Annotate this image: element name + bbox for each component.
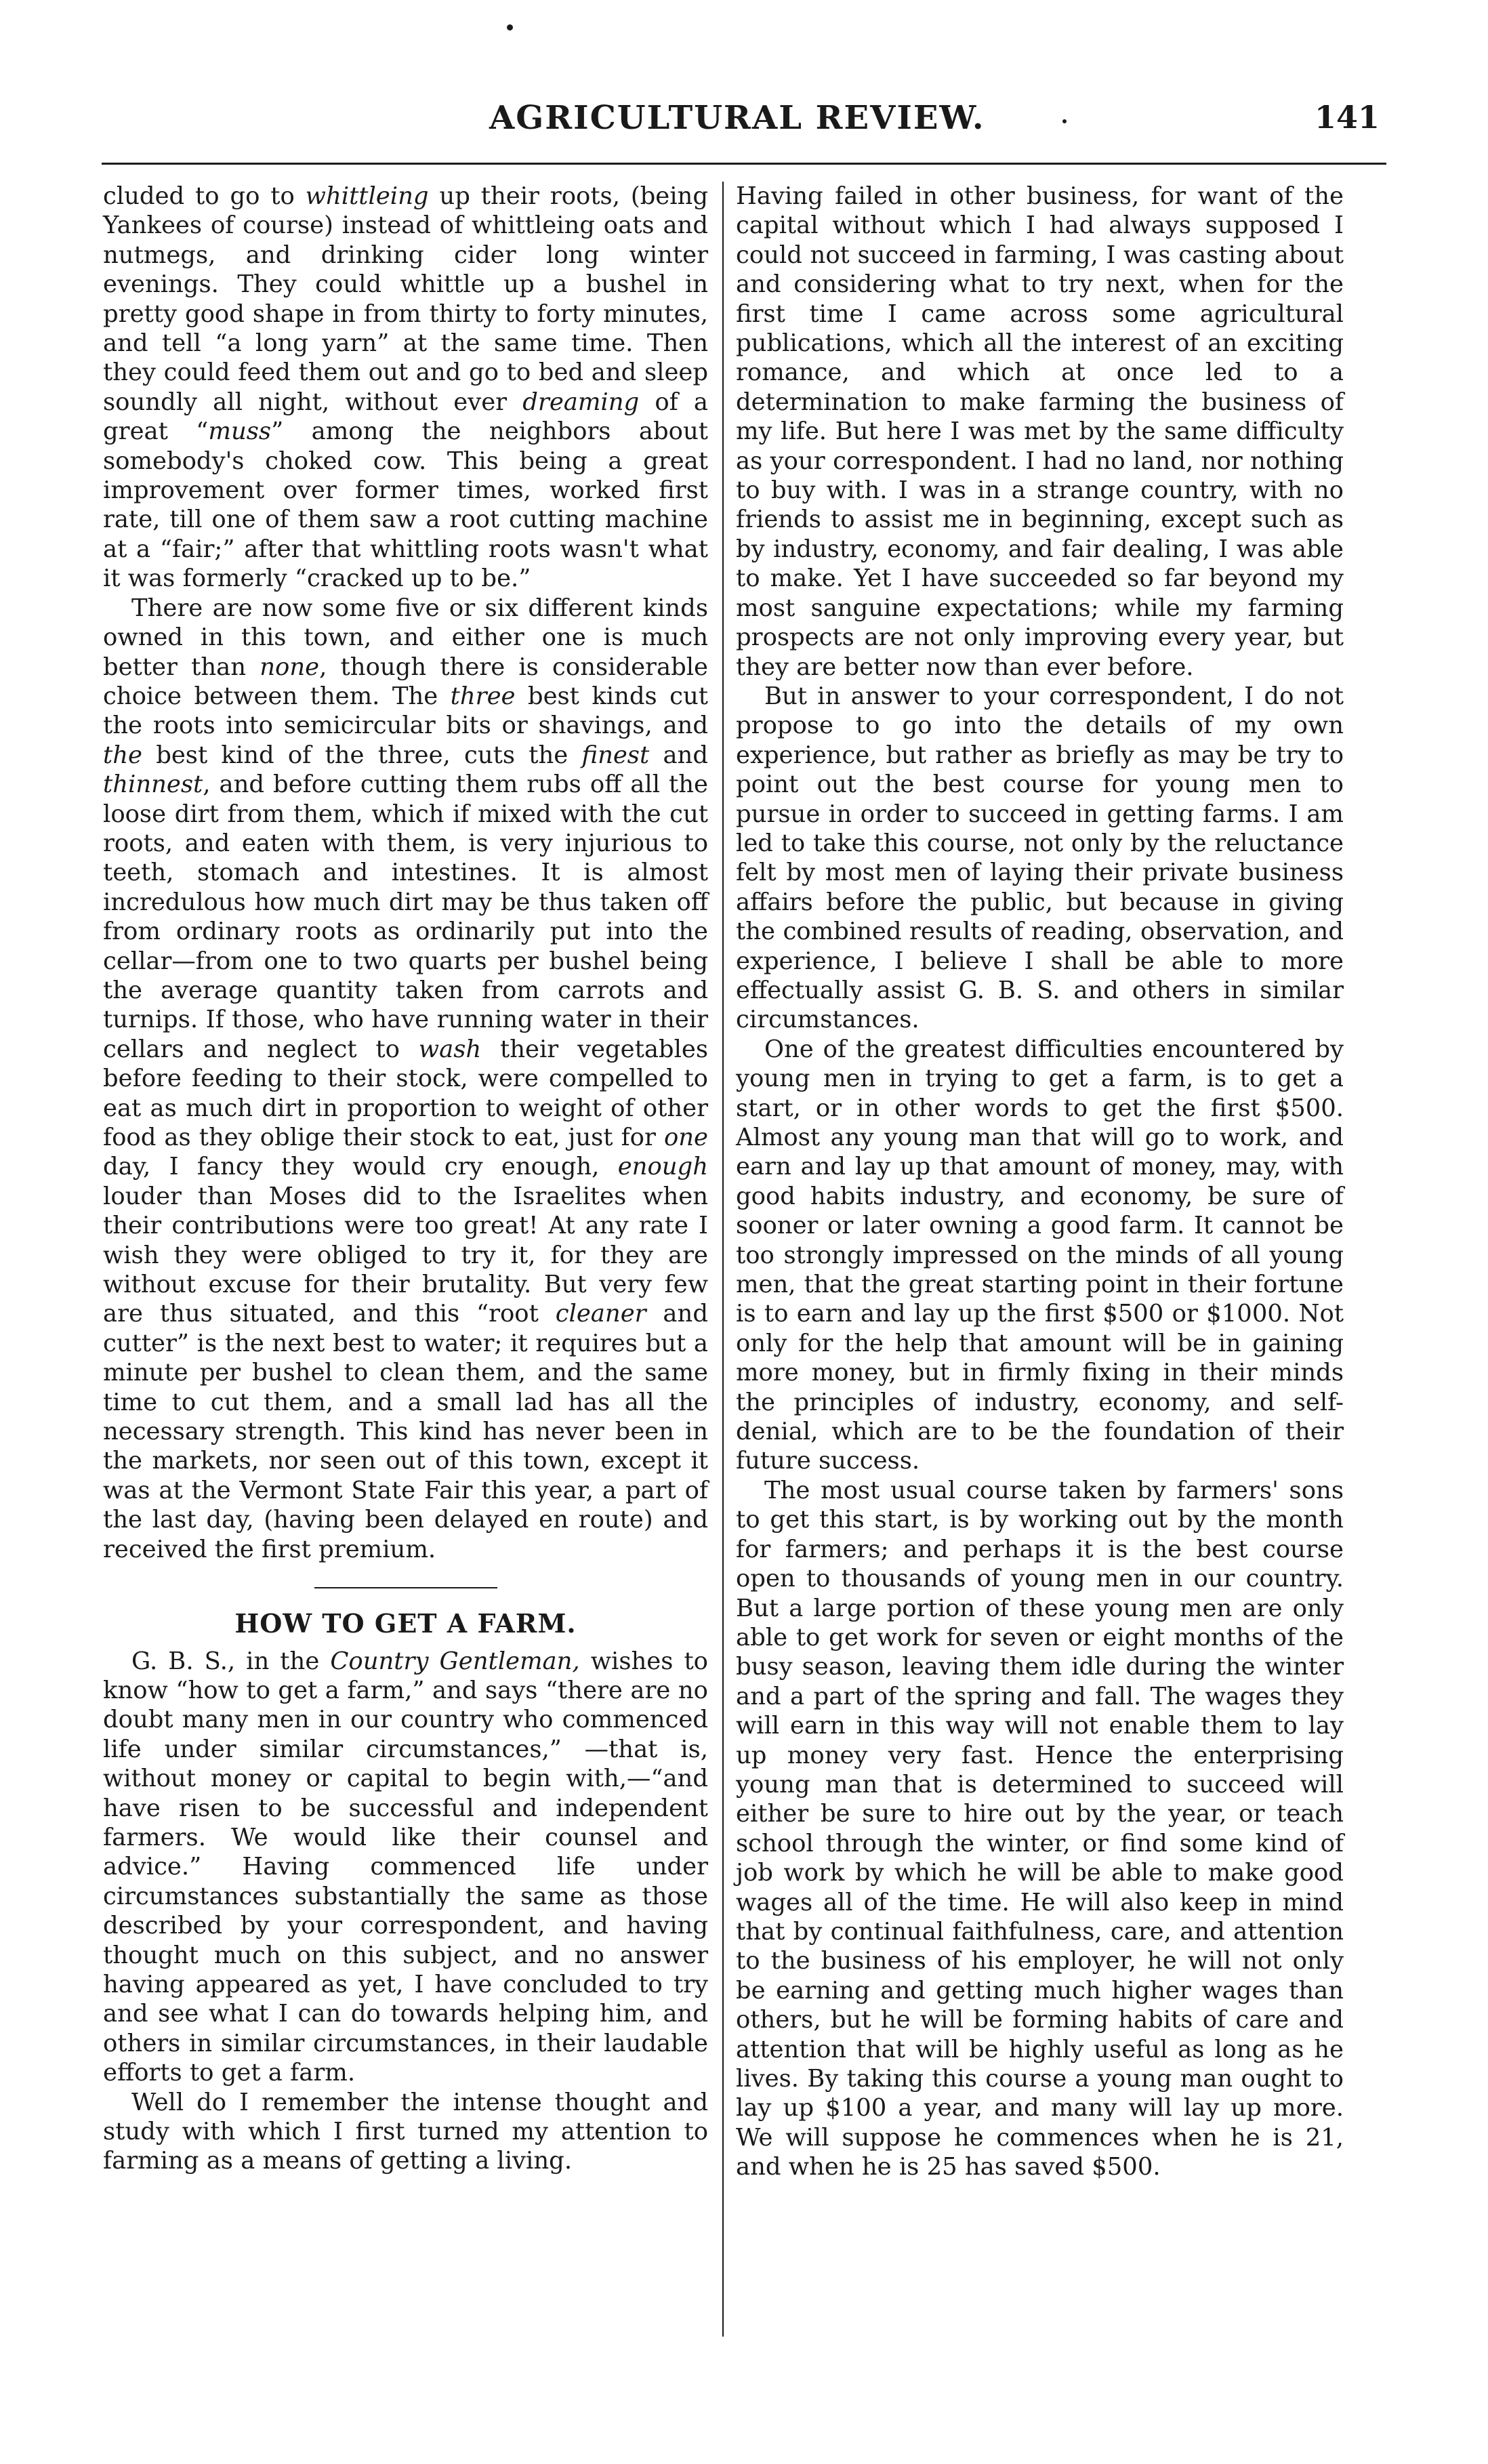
right-paragraph-4: The most usual course taken by farmers' sons to get this start, is by working out by the month for farmers; and perhaps it is the best course open to thousands of young men in our country. But a large portion of these young men are only able to get work for seven or eight months of the busy season, leaving them idle during the winter and a part of the spring and fall. The wages they will earn in this way will not enable them to lay up money very fast. Hence the enterprising young man that is determined to succeed will either be sure to hire out by the year, or teach school through the winter, or find some kind of job work by which he will be able to make good wages all of the time. He will also keep in mind that by continual faithfulness, care, and attention to the business of his employer, he will not only be earning and getting much higher wages than others, but he will be forming habits of care and attention that will be highly useful as long as he lives. By taking this course a young man ought to lay up $100 a year, and many will lay up more. We will suppose he commences when he is 21, and when he is 25 has saved $500. [736,1476,1344,2181]
page-header [102,99,1380,153]
section-divider [314,1587,497,1588]
section-heading: HOW TO GET A FARM. [234,1608,577,1639]
left-paragraph-2: There are now some five or six different kinds owned in this town, and either one is much better than none, though there is considerable choice between them. The three best kinds cut the roots into semicircular bits or shavings, and the best kind of the three, cuts the finest and thinnest, and before cutting them rubs off all the loose dirt from them, which if mixed with the cut roots, and eaten with them, is very injurious to teeth, stomach and intestines. It is almost incredulous how much dirt may be thus taken off from ordinary roots as ordinarily put into the cellar—from one to two quarts per bushel being the average quantity taken from carrots and turnips. If those, who have running water in their cellars and neglect to wash their vegetables before feeding to their stock, were compelled to eat as much dirt in proportion to weight of other food as they oblige their stock to eat, just for one day, I fancy they would cry enough, enough louder than Moses did to the Israelites when their contributions were too great! At any rate I wish they were obliged to try it, for they are without excuse for their brutality. But very few are thus situated, and this “root cleaner and cutter” is the next best to water; it requires but a minute per bushel to clean them, and the same time to cut them, and a small lad has all the necessary strength. This kind has never been in the markets, nor seen out of this town, except it was at the Vermont State Fair this year, a part of the last day, (having been delayed en route) and received the first premium. [103,594,709,1563]
page-number: 141 [1314,99,1380,136]
left-paragraph-4: Well do I remember the intense thought and study with which I first turned my attention to farming as a means of getting a living. [103,2088,708,2175]
header-dot [1062,119,1067,123]
left-paragraph-3: G. B. S., in the Country Gentleman, wishes to know “how to get a farm,” and says “there are no doubt many men in our country who commenced life under similar circumstances,” —that is, without money or capital to begin with,—“and have risen to be successful and independent farmers. We would like their counsel and advice.” Having commenced life under circumstances substantially the same as those described by your correspondent, and having thought much on this subject, and no answer having appeared as yet, I have concluded to try and see what I can do towards helping him, and others in similar circumstances, in their laudable efforts to get a farm. [103,1647,708,2087]
right-paragraph-1: Having failed in other business, for want of the capital without which I had always supposed I could not succeed in farming, I was casting about and considering what to try next, when for the first time I came across some agricultural publications, which all the interest of an exciting romance, and which at once led to a determination to make farming the business of my life. But here I was met by the same difficulty as your correspondent. I had no land, nor nothing to buy with. I was in a strange country, with no friends to assist me in beginning, except such as by industry, economy, and fair dealing, I was able to make. Yet I have succeeded so far beyond my most sanguine expectations; while my farming prospects are not only improving every year, but they are better now than ever before. [736,182,1344,681]
left-column [103,182,708,2176]
running-title: AGRICULTURAL REVIEW. [489,99,985,137]
right-paragraph-3: One of the greatest difficulties encountered by young men in trying to get a farm, is to get a start, or in other words to get the first $500. Almost any young man that will go to work, and earn and lay up that amount of money, may, with good habits industry, and economy, be sure of sooner or later owning a good farm. It cannot be too strongly impressed on the minds of all young men, that the great starting point in their fortune is to earn and lay up the first $500 or $1000. Not only for the help that amount will be in gaining more money, but in firmly fixing in their minds the principles of industry, economy, and self-denial, which are to be the foundation of their future success. [736,1035,1344,1475]
left-paragraph-1: cluded to go to whittleing up their roots, (being Yankees of course) instead of whittleing oats and nutmegs, and drinking cider long winter evenings. They could whittle up a bushel in pretty good shape in from thirty to forty minutes, and tell “a long yarn” at the same time. Then they could feed them out and go to bed and sleep soundly all night, without ever dreaming of a great “muss” among the neighbors about somebody's choked cow. This being a great improvement over former times, worked first rate, till one of them saw a root cutting machine at a “fair;” after that whittling roots wasn't what it was formerly “cracked up to be.” [103,182,708,593]
right-paragraph-2: But in answer to your correspondent, I do not propose to go into the details of my own experience, but rather as briefly as may be try to point out the best course for young men to pursue in order to succeed in getting farms. I am led to take this course, not only by the reluctance felt by most men of laying their private business affairs before the public, but because in giving the combined results of reading, observation, and experience, I believe I shall be able to more effectually assist G. B. S. and others in similar circumstances. [736,682,1344,1034]
column-divider [722,182,724,2337]
right-column [736,182,1344,2182]
header-rule [102,163,1386,165]
ink-dot [507,24,513,30]
